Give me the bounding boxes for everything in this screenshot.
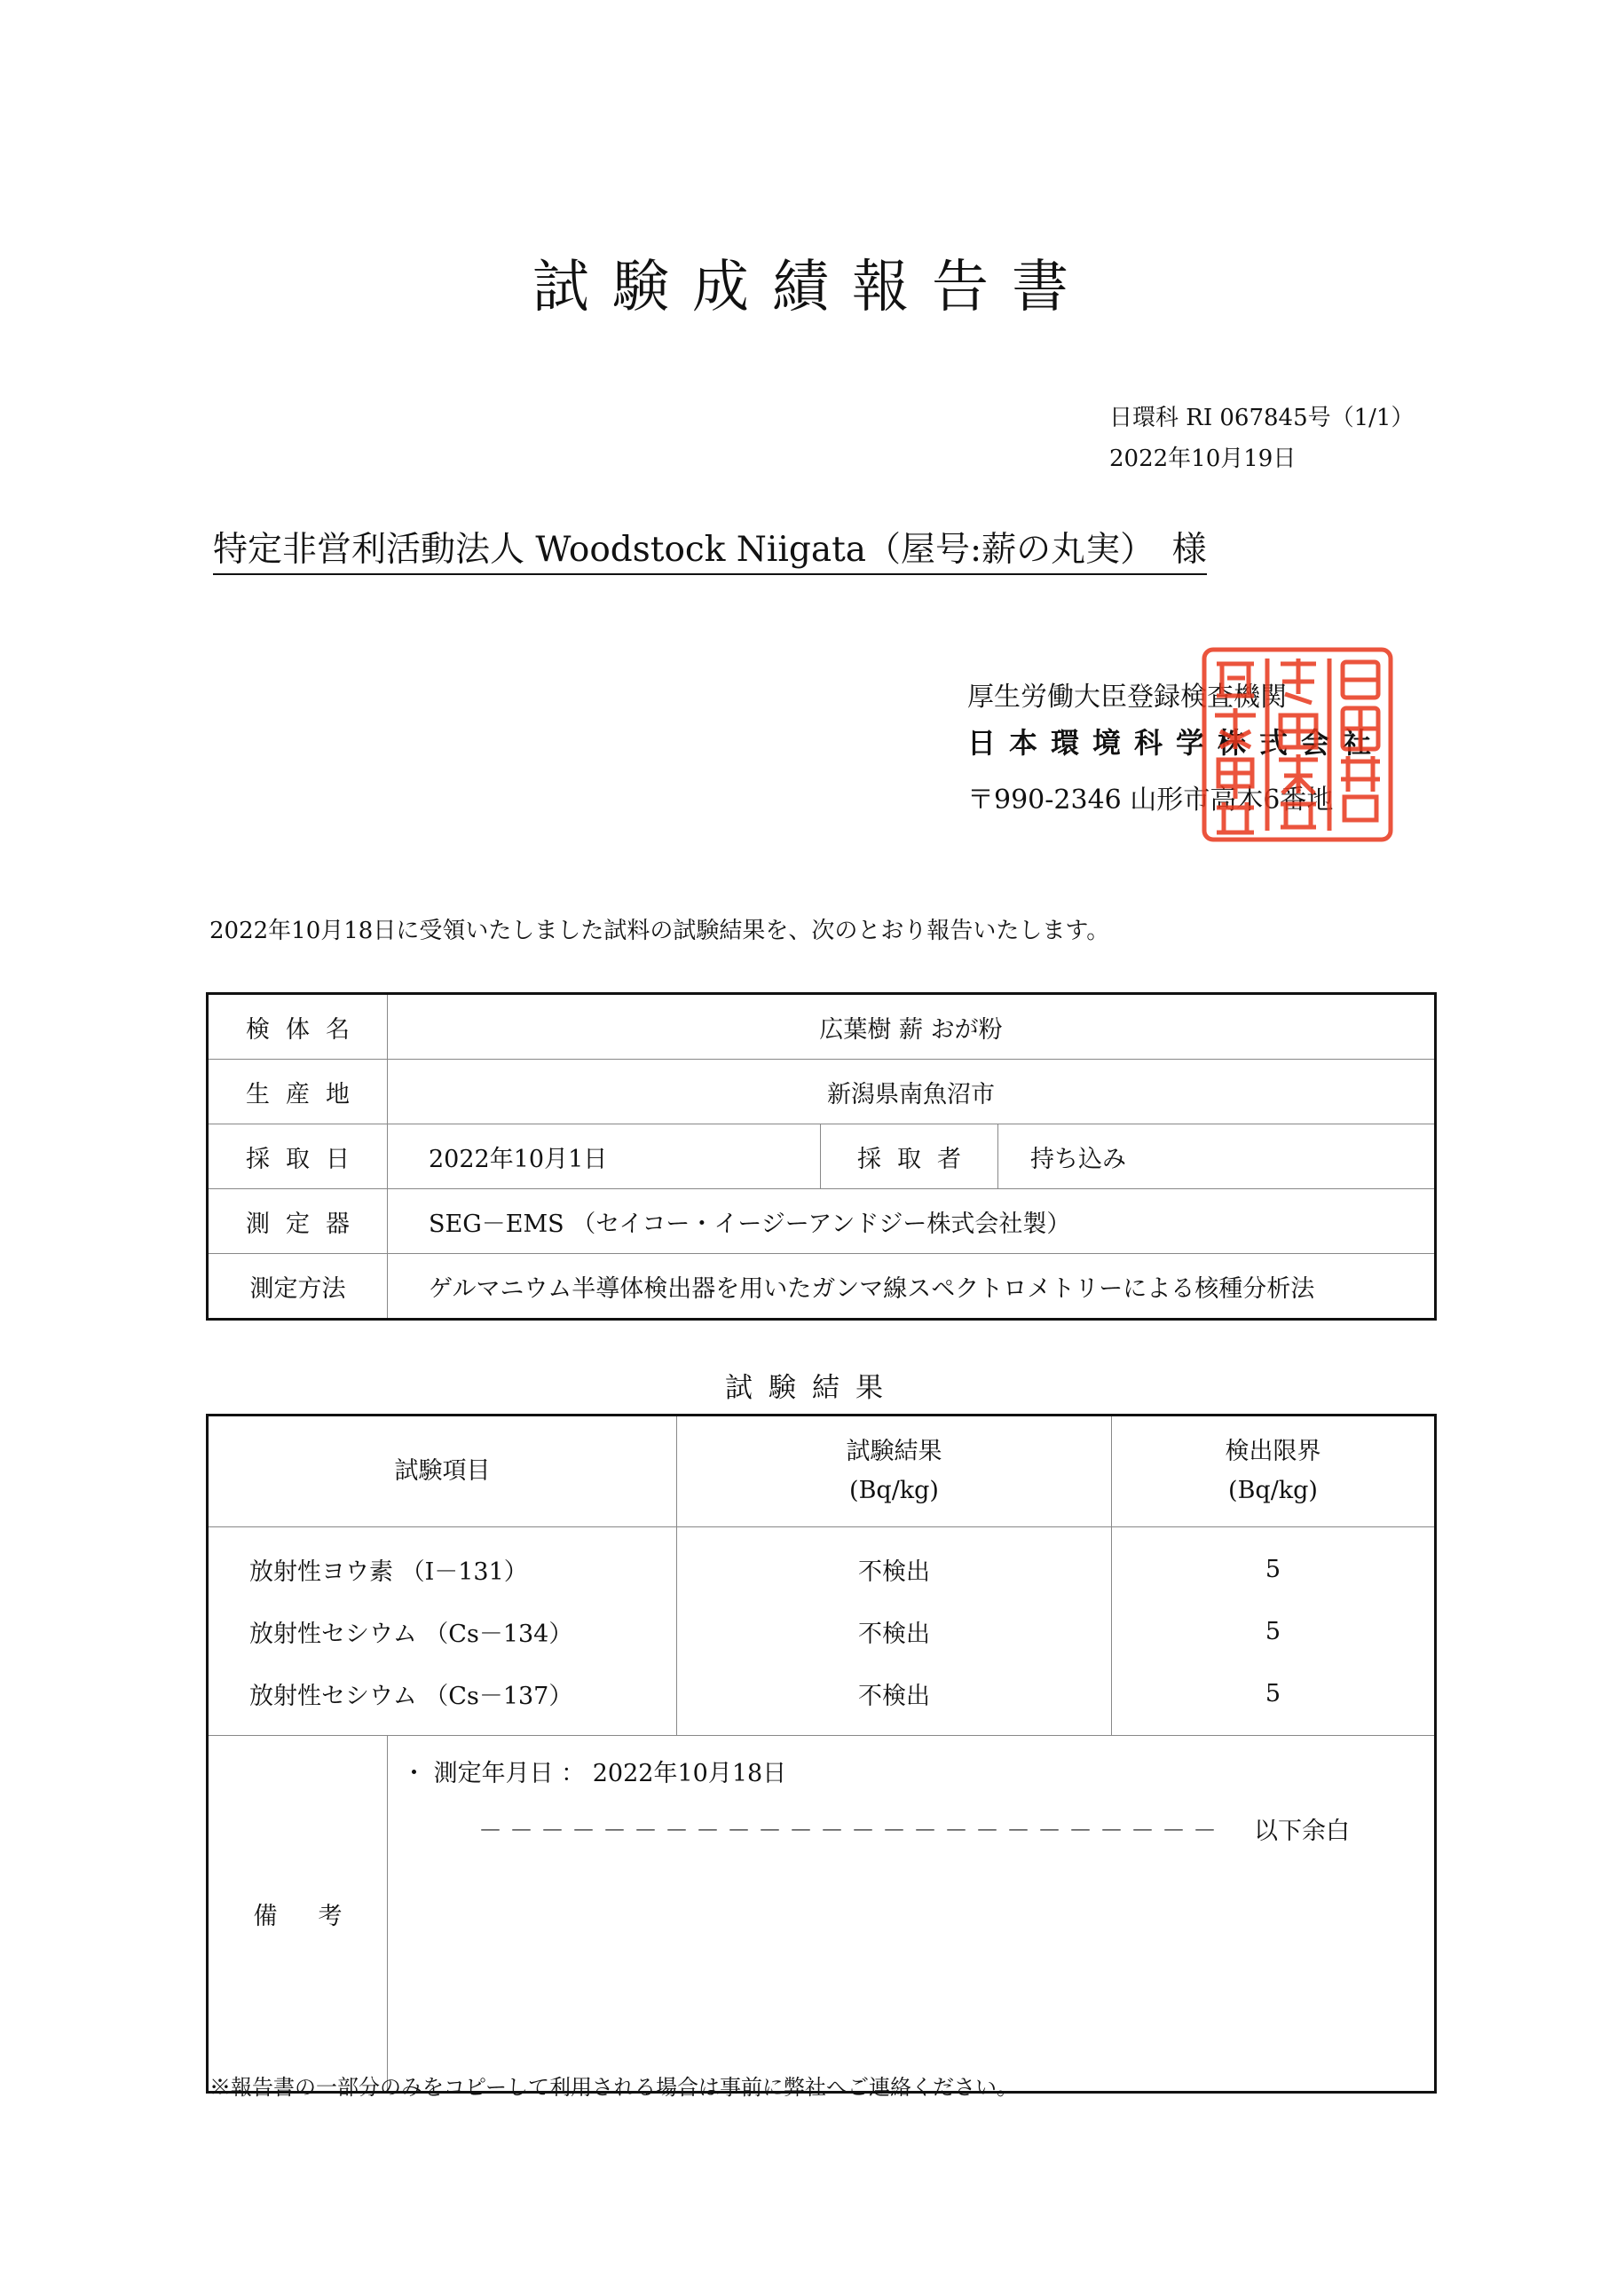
method-row	[208, 1254, 1436, 1320]
report-number: 日環科 RI 067845号（1/1）	[1109, 405, 1415, 431]
sampling-date-value: 2022年10月1日	[388, 1124, 821, 1189]
sampler-value: 持ち込み	[998, 1124, 1436, 1189]
result-value: 不検出	[677, 1527, 1112, 1601]
instrument-value: SEG－EMS （セイコー・イージーアンドジー株式会社製）	[388, 1189, 1436, 1254]
result-item: 放射性セシウム （Cs－134）	[208, 1600, 677, 1662]
instrument-row	[208, 1189, 1436, 1254]
instrument-label: 測定器	[208, 1189, 388, 1254]
end-of-report-mark: 以下余白	[1254, 1818, 1350, 1845]
sample-info-table	[206, 992, 1437, 1321]
result-item: 放射性ヨウ素 （I－131）	[208, 1527, 677, 1601]
results-section-title: 試験結果	[725, 1372, 899, 1404]
issuer-address: 〒990-2346 山形市高木6番地	[967, 785, 1334, 816]
origin-value: 新潟県南魚沼市	[388, 1060, 1436, 1124]
company-seal-stamp	[1201, 646, 1394, 843]
table-row	[208, 1662, 1436, 1736]
method-value: ゲルマニウム半導体検出器を用いたガンマ線スペクトロメトリーによる核種分析法	[388, 1254, 1436, 1320]
sampling-row	[208, 1124, 1436, 1189]
detection-limit: 5	[1112, 1600, 1436, 1662]
col-limit-header	[1112, 1416, 1436, 1527]
sample-name-value: 広葉樹 薪 おが粉	[388, 994, 1436, 1060]
col-result-unit: (Bq/kg)	[849, 1477, 939, 1504]
report-title: 試験成績報告書	[532, 255, 1092, 320]
col-result-header	[677, 1416, 1112, 1527]
sampler-label: 採取者	[821, 1124, 998, 1189]
measurement-date-remark: ・ 測定年月日 ： 2022年10月18日	[402, 1760, 787, 1787]
col-limit-label: 検出限界	[1225, 1438, 1321, 1465]
origin-label: 生産地	[208, 1060, 388, 1124]
sample-name-label: 検体名	[208, 994, 388, 1060]
results-header-row	[208, 1416, 1436, 1527]
detection-limit: 5	[1112, 1662, 1436, 1736]
remarks-row	[208, 1736, 1436, 2093]
remarks-body	[388, 1736, 1436, 2093]
remarks-label: 備考	[208, 1736, 388, 2093]
issue-date: 2022年10月19日	[1109, 446, 1297, 472]
sampling-date-label: 採取日	[208, 1124, 388, 1189]
col-result-label: 試験結果	[846, 1438, 942, 1465]
issuer-registration: 厚生労働大臣登録検査機関	[967, 682, 1287, 713]
result-value: 不検出	[677, 1662, 1112, 1736]
table-row	[208, 1527, 1436, 1601]
sample-name-row	[208, 994, 1436, 1060]
blank-filler-dashes: －－－－－－－－－－－－－－－－－－－－－－－－	[478, 1818, 1224, 1845]
footer-note: ※報告書の一部分のみをコピーして利用される場合は事前に弊社へご連絡ください。	[209, 2075, 1019, 2100]
issuer-name: 日本環境科学株式会社	[967, 726, 1385, 760]
result-value: 不検出	[677, 1600, 1112, 1662]
remarks-end-row	[402, 1811, 1434, 1846]
results-table	[206, 1414, 1437, 2094]
addressee: 特定非営利活動法人 Woodstock Niigata（屋号:薪の丸実） 様	[213, 522, 1207, 575]
col-item-label: 試験項目	[394, 1457, 491, 1485]
method-label: 測定方法	[208, 1254, 388, 1320]
table-row	[208, 1600, 1436, 1662]
col-item-header	[208, 1416, 677, 1527]
detection-limit: 5	[1112, 1527, 1436, 1601]
result-item: 放射性セシウム （Cs－137）	[208, 1662, 677, 1736]
col-limit-unit: (Bq/kg)	[1228, 1477, 1318, 1504]
origin-row	[208, 1060, 1436, 1124]
intro-text: 2022年10月18日に受領いたしました試料の試験結果を、次のとおり報告いたします。	[209, 918, 1110, 944]
